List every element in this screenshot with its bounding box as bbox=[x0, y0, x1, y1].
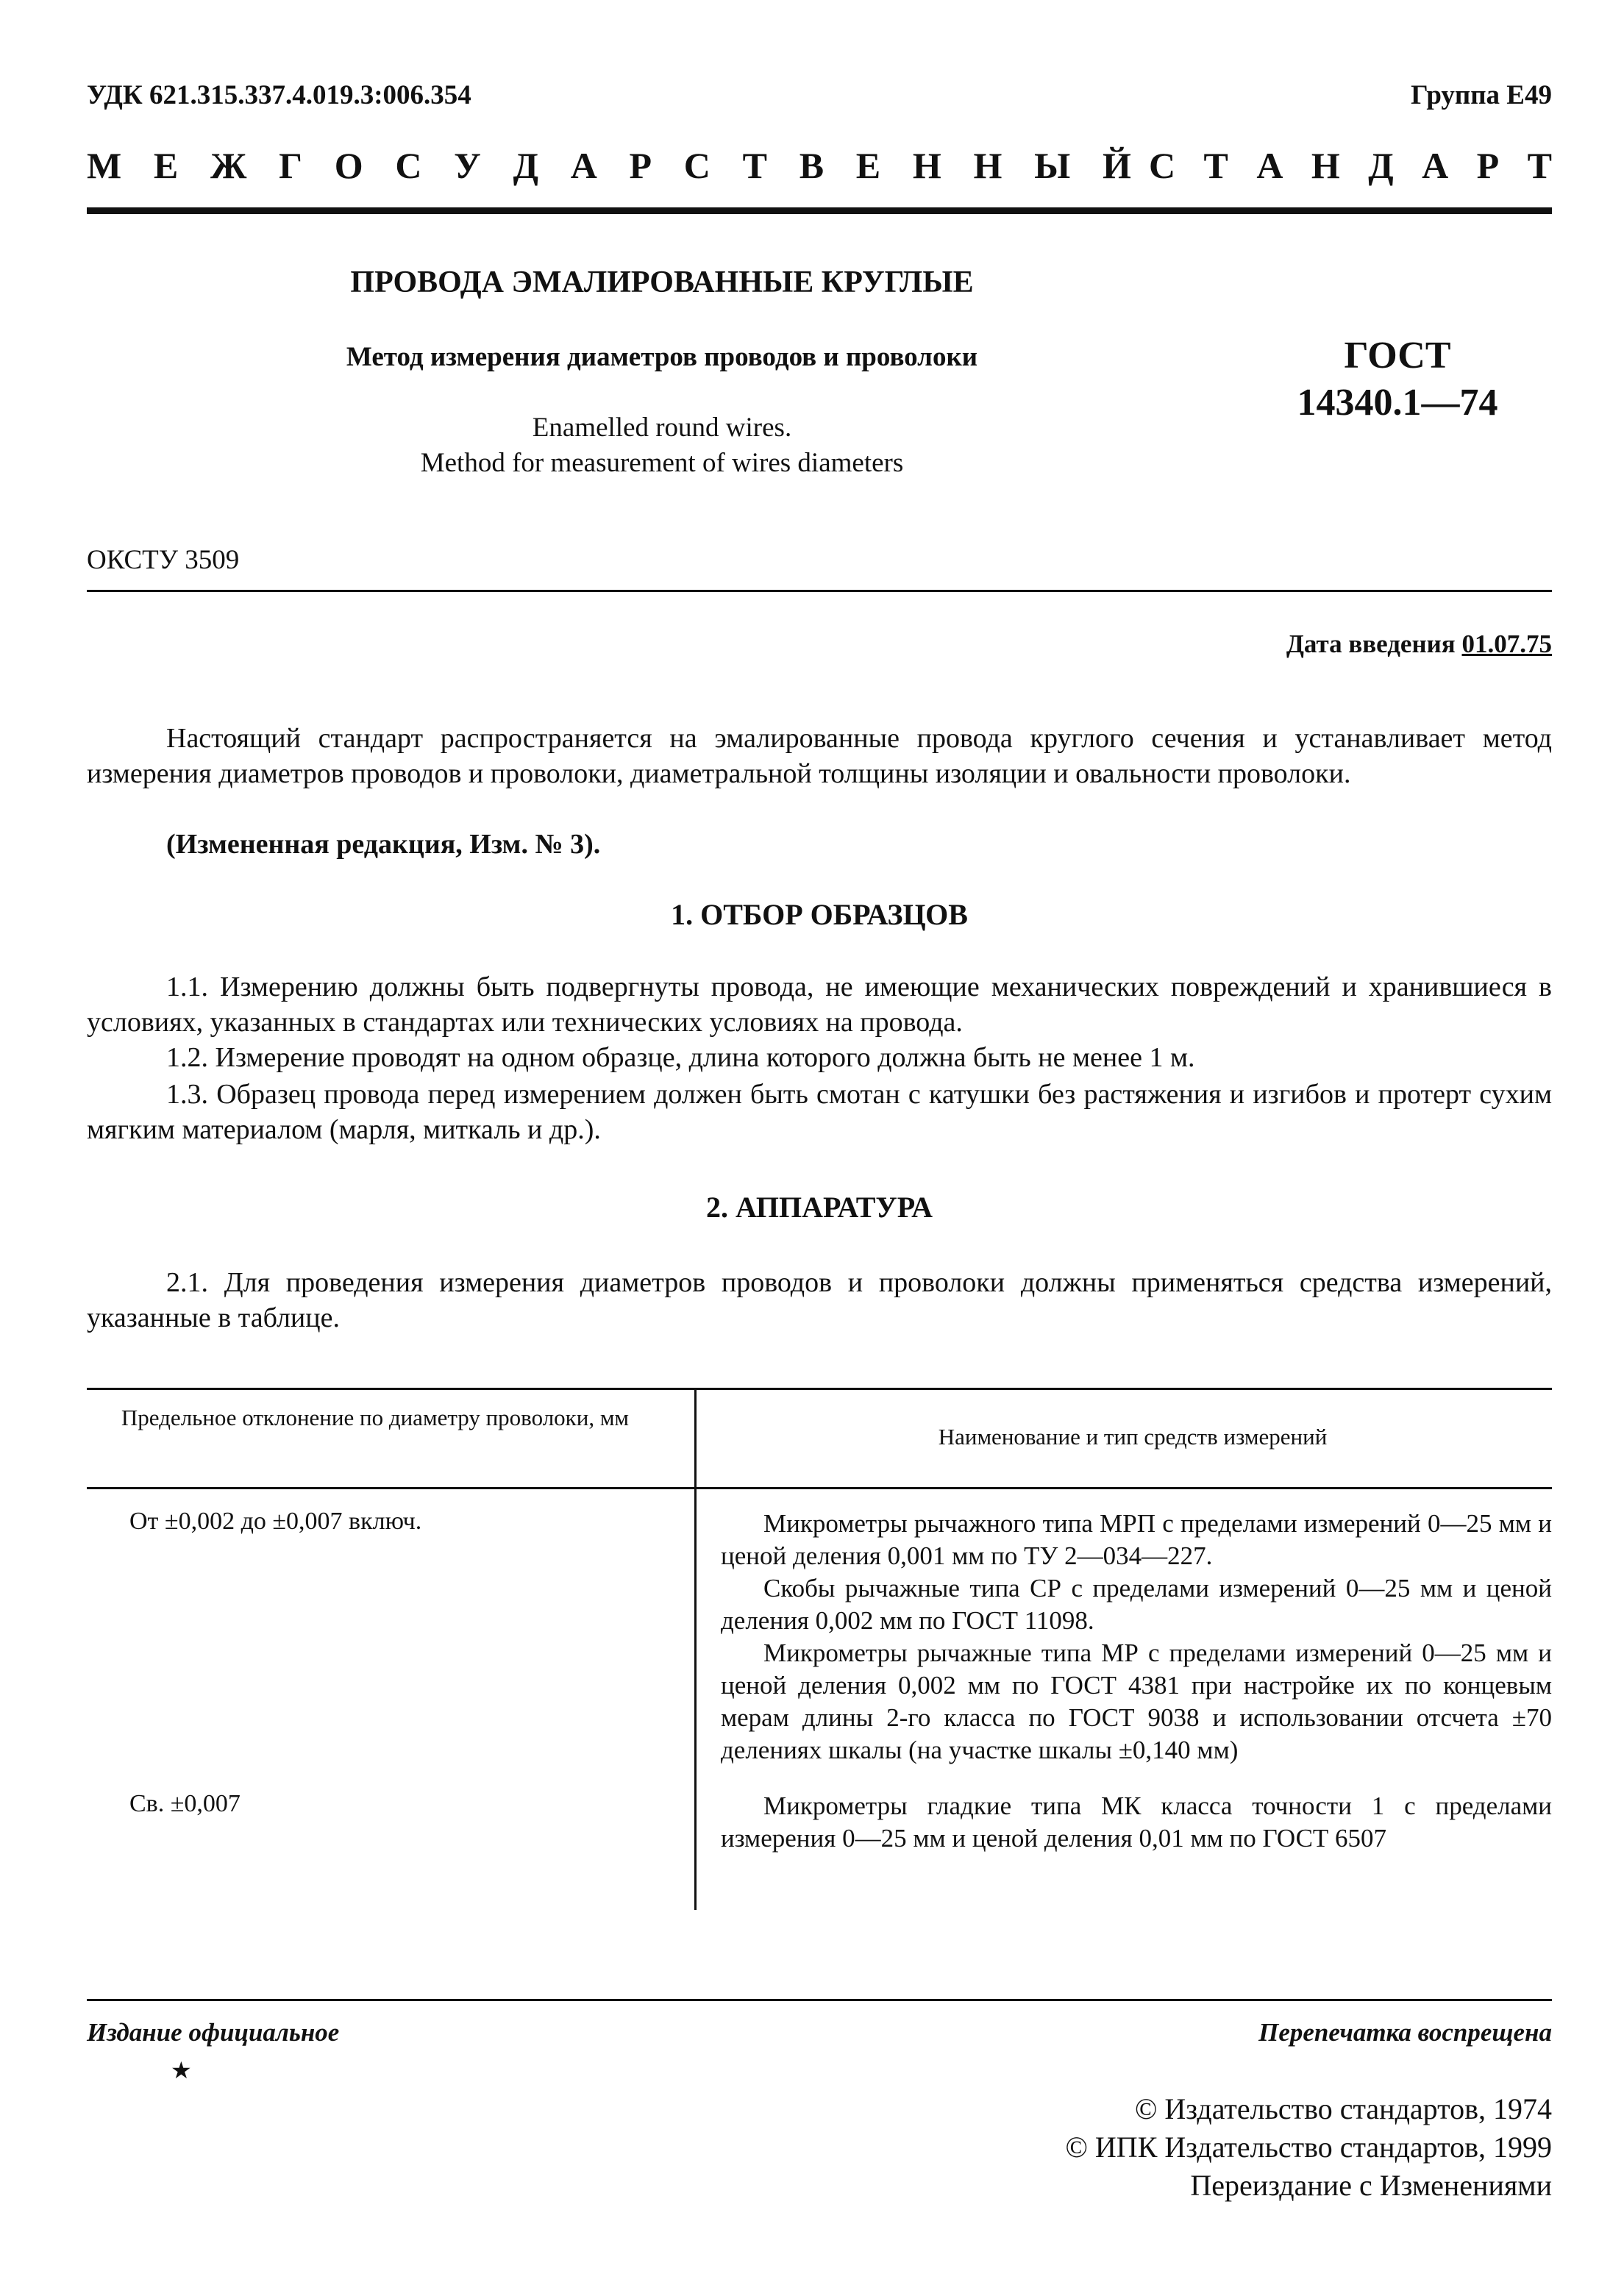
gost-number: 14340.1—74 bbox=[1297, 382, 1498, 424]
banner-letter: Н bbox=[973, 145, 1002, 186]
banner-letter: С bbox=[683, 145, 710, 186]
star-icon: ★ bbox=[171, 2057, 192, 2083]
clause-1-2 bbox=[87, 1040, 1552, 1075]
document-subtitle: Метод измерения диаметров проводов и проволоки bbox=[346, 342, 978, 372]
banner-letter: М bbox=[87, 145, 122, 186]
clause-text: 1.2. Измерение проводят на одном образце, длина которого должна быть не менее 1 м. bbox=[166, 1042, 1195, 1073]
instrument-entry bbox=[721, 1637, 1552, 1766]
table-header-deviation: Предельное отклонение по диаметру проволоки, мм bbox=[121, 1405, 630, 1430]
instrument-entry bbox=[721, 1572, 1552, 1637]
table-header-instruments: Наименование и тип средств измерений bbox=[938, 1424, 1328, 1450]
instrument-text: Скобы рычажные типа СР с пределами измерений 0—25 мм и ценой деления 0,002 мм по ГОСТ 11098. bbox=[721, 1574, 1552, 1635]
banner-letter: А bbox=[1422, 145, 1449, 186]
section-heading-apparatus: 2. АППАРАТУРА bbox=[706, 1191, 933, 1224]
banner-letter: У bbox=[454, 145, 481, 186]
english-title-line: Method for measurement of wires diameters bbox=[420, 448, 904, 478]
banner-letter: Е bbox=[153, 145, 179, 186]
header-rule bbox=[87, 207, 1552, 214]
clause-1-3 bbox=[87, 1077, 1552, 1147]
group-code: Группа Е49 bbox=[1411, 80, 1552, 110]
instrument-text: Микрометры рычажные типа МР с пределами измерений 0—25 мм и ценой деления 0,002 мм по ГОСТ 4381 при настройке их по концевым мерам длины 2-го класса по ГОСТ 9038 и использовании отсчета ±70 делениях шкалы (на участке шкалы ±0,140 мм) bbox=[721, 1639, 1552, 1764]
copyright-block bbox=[1066, 2090, 1552, 2205]
banner-letter: Д bbox=[513, 145, 538, 186]
interstate-standard-banner bbox=[87, 144, 1552, 187]
gost-designation bbox=[1243, 332, 1552, 427]
banner-letter: Р bbox=[1476, 145, 1500, 186]
banner-letter: В bbox=[799, 145, 825, 186]
table-cell-deviation-2: Св. ±0,007 bbox=[129, 1790, 241, 1817]
clause-1-1 bbox=[87, 969, 1552, 1040]
banner-word-interstate bbox=[87, 144, 1131, 187]
english-title bbox=[228, 410, 1096, 481]
section-heading-sampling: 1. ОТБОР ОБРАЗЦОВ bbox=[671, 898, 968, 931]
clause-text: 2.1. Для проведения измерения диаметров проводов и проволоки должны применяться средства измерений, указанные в таблице. bbox=[87, 1267, 1552, 1333]
banner-word-standard bbox=[1149, 144, 1552, 187]
banner-letter: С bbox=[1149, 145, 1176, 186]
table-cell-deviation-1: От ±0,002 до ±0,007 включ. bbox=[129, 1508, 422, 1535]
banner-letter: С bbox=[395, 145, 422, 186]
okstu-code: ОКСТУ 3509 bbox=[87, 545, 240, 575]
table-cell-instruments-2 bbox=[721, 1790, 1552, 1855]
banner-letter: Ж bbox=[210, 145, 247, 186]
english-title-line: Enamelled round wires. bbox=[532, 413, 792, 443]
udk-code: УДК 621.315.337.4.019.3:006.354 bbox=[87, 80, 471, 110]
document-title: ПРОВОДА ЭМАЛИРОВАННЫЕ КРУГЛЫЕ bbox=[350, 265, 974, 299]
clause-text: 1.3. Образец провода перед измерением должен быть смотан с катушки без растяжения и изгибов и протерт сухим мягким материалом (марля, миткаль и др.). bbox=[87, 1079, 1552, 1145]
banner-letter: Г bbox=[279, 145, 302, 186]
table-top-rule bbox=[87, 1388, 1552, 1390]
official-edition: Издание официальное bbox=[87, 2018, 340, 2047]
table-header-rule bbox=[87, 1487, 1552, 1489]
banner-letter: Н bbox=[912, 145, 941, 186]
copyright-line: © ИПК Издательство стандартов, 1999 bbox=[1065, 2131, 1552, 2164]
reprint-prohibited: Перепечатка воспрещена bbox=[1258, 2018, 1552, 2047]
amendment-text: (Измененная редакция, Изм. № 3). bbox=[166, 829, 601, 860]
instrument-text: Микрометры гладкие типа МК класса точности 1 с пределами измерения 0—25 мм и ценой деления 0,01 мм по ГОСТ 6507 bbox=[721, 1792, 1552, 1853]
effective-date-value: 01.07.75 bbox=[1461, 630, 1552, 658]
banner-letter: Т bbox=[742, 145, 767, 186]
clause-text: 1.1. Измерению должны быть подвергнуты провода, не имеющие механических повреждений и хранившиеся в условиях, указанных в стандартах или технических условиях на провода. bbox=[87, 971, 1552, 1038]
intro-paragraph bbox=[87, 721, 1552, 791]
banner-letter: Й bbox=[1102, 145, 1131, 186]
banner-letter: Ы bbox=[1034, 145, 1071, 186]
reissue-note: Переиздание с Изменениями bbox=[1190, 2169, 1552, 2202]
banner-letter: А bbox=[1256, 145, 1283, 186]
effective-date bbox=[1286, 630, 1552, 659]
clause-2-1 bbox=[87, 1265, 1552, 1336]
intro-text: Настоящий стандарт распространяется на эмалированные провода круглого сечения и устанавливает метод измерения диаметров проводов и проволоки, диаметральной толщины изоляции и овальности проволоки. bbox=[87, 723, 1552, 789]
effective-date-label: Дата введения bbox=[1286, 630, 1456, 658]
table-column-divider bbox=[694, 1388, 697, 1910]
banner-letter: Р bbox=[629, 145, 652, 186]
banner-letter: Т bbox=[1203, 145, 1228, 186]
table-cell-instruments-1 bbox=[721, 1508, 1552, 1766]
banner-letter: Н bbox=[1311, 145, 1340, 186]
title-rule bbox=[87, 590, 1552, 592]
instrument-entry bbox=[721, 1790, 1552, 1855]
banner-letter: Е bbox=[855, 145, 881, 186]
instrument-text: Микрометры рычажного типа МРП с пределами измерений 0—25 мм и ценой деления 0,001 мм по ТУ 2—034—227. bbox=[721, 1509, 1552, 1570]
banner-letter: О bbox=[334, 145, 363, 186]
banner-letter: А bbox=[570, 145, 597, 186]
intro-amendment bbox=[87, 827, 1552, 862]
banner-letter: Т bbox=[1527, 145, 1552, 186]
instrument-entry bbox=[721, 1508, 1552, 1572]
banner-letter: Д bbox=[1368, 145, 1394, 186]
copyright-line: © Издательство стандартов, 1974 bbox=[1134, 2092, 1552, 2125]
gost-label: ГОСТ bbox=[1344, 335, 1451, 377]
footer-rule bbox=[87, 1999, 1552, 2001]
